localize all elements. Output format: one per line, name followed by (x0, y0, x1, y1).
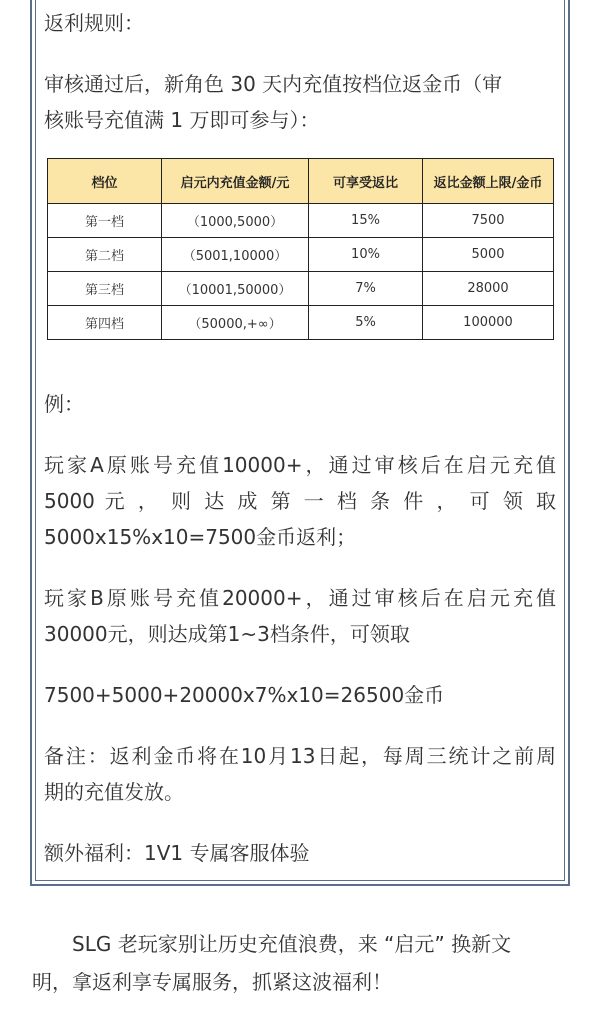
table-row (48, 204, 554, 238)
cap-cell: 7500 (423, 204, 554, 238)
cap-cell: 100000 (423, 306, 554, 340)
table-row (48, 306, 554, 340)
ratio-cell: 15% (309, 204, 423, 238)
header-ratio: 可享受返比 (309, 159, 423, 204)
table-row (48, 272, 554, 306)
table-header-row (48, 159, 554, 204)
footer-line-1: SLG 老玩家别让历史充值浪费，来 “启元” 换新文 (72, 932, 512, 956)
tier-cell: 第三档 (48, 272, 162, 306)
note-line-1: 备注：返利金币将在10月13日起，每周三统计之前周 (44, 744, 556, 768)
intro-line-2: 核账号充值满 1 万即可参与）： (44, 108, 320, 132)
intro-line-1: 审核通过后，新角色 30 天内充值按档位返金币（审 (44, 72, 503, 96)
footer-line-2: 明，拿返利享专属服务，抓紧这波福利！ (32, 970, 392, 994)
header-tier: 档位 (48, 159, 162, 204)
example-b-line-3: 7500+5000+20000x7%x10=26500金币 (44, 683, 445, 707)
amount-cell: （1000,5000） (162, 204, 309, 238)
cap-cell: 5000 (423, 238, 554, 272)
amount-cell: （50000,+∞） (162, 306, 309, 340)
cap-cell: 28000 (423, 272, 554, 306)
rules-title: 返利规则： (44, 11, 144, 35)
example-a-line-1: 玩家A原账号充值10000+，通过审核后在启元充值 (44, 453, 556, 477)
example-b-line-2: 30000元，则达成第1~3档条件，可领取 (44, 622, 410, 646)
amount-cell: （5001,10000） (162, 238, 309, 272)
header-amount: 启元内充值金额/元 (162, 159, 309, 204)
example-a-line-3: 5000x15%x10=7500金币返利； (44, 525, 357, 549)
example-b-line-1: 玩家B原账号充值20000+，通过审核后在启元充值 (44, 586, 556, 610)
ratio-cell: 10% (309, 238, 423, 272)
amount-cell: （10001,50000） (162, 272, 309, 306)
ratio-cell: 7% (309, 272, 423, 306)
rules-card (30, 0, 570, 886)
extra-benefit: 额外福利：1V1 专属客服体验 (44, 841, 310, 865)
example-label: 例： (44, 392, 84, 416)
tier-cell: 第二档 (48, 238, 162, 272)
tier-cell: 第四档 (48, 306, 162, 340)
ratio-cell: 5% (309, 306, 423, 340)
tier-cell: 第一档 (48, 204, 162, 238)
rebate-table (47, 158, 554, 340)
table-row (48, 238, 554, 272)
example-a-line-2: 5000 元 ， 则 达 成 第 一 档 条 件 ， 可 领 取 (44, 489, 556, 513)
header-cap: 返比金额上限/金币 (423, 159, 554, 204)
note-line-2: 期的充值发放。 (44, 780, 184, 804)
